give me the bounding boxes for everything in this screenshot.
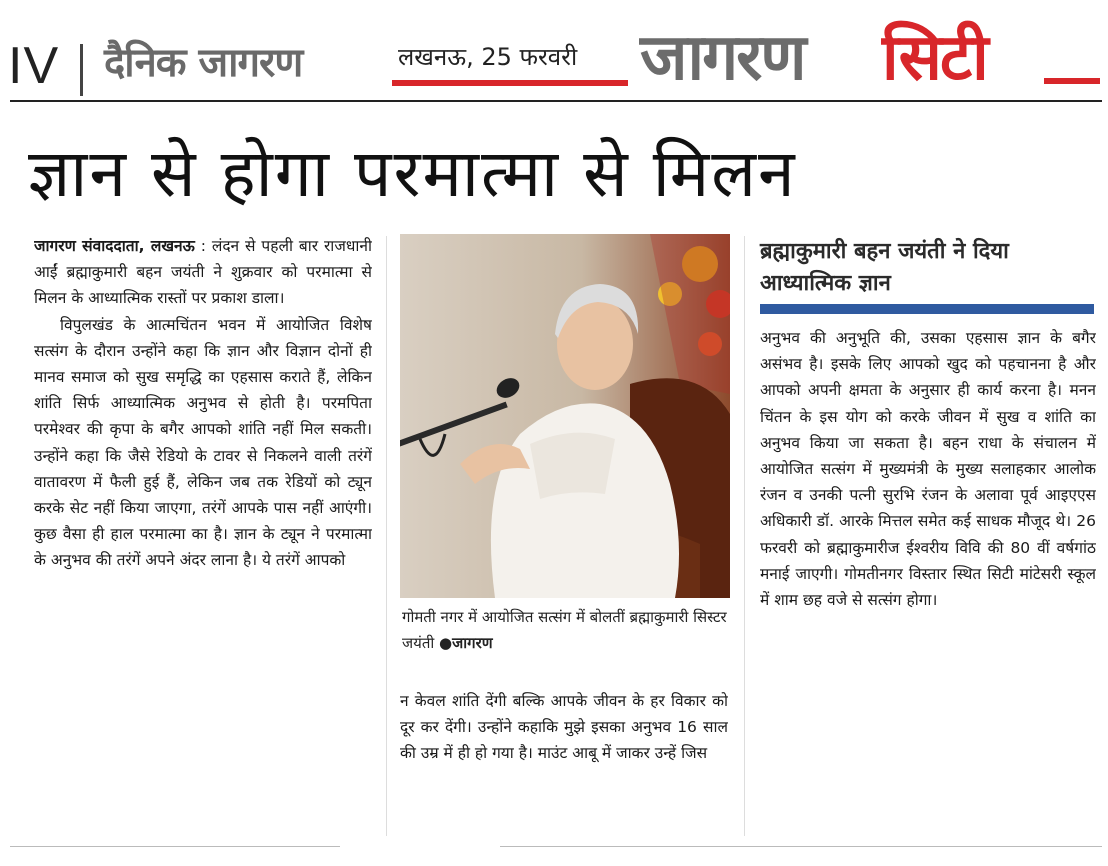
sidebar-rule <box>760 304 1094 314</box>
bottom-rule <box>500 846 1102 847</box>
sidebar-heading: ब्रह्माकुमारी बहन जयंती ने दिया आध्यात्मिक ज्ञान <box>760 239 1009 296</box>
bottom-rule <box>10 846 340 847</box>
masthead-rule <box>10 100 1102 102</box>
speaker-photo-illustration <box>400 234 730 598</box>
photo-credit: ●जागरण <box>439 634 493 652</box>
column-separator <box>386 236 387 836</box>
caption-text: गोमती नगर में आयोजित सत्संग में बोलतीं ब्रह्माकुमारी सिस्टर जयंती <box>402 608 727 652</box>
article-lead-paragraph <box>34 233 372 312</box>
masthead-divider <box>80 44 83 96</box>
lead-text: : लंदन से पहली बार राजधानी आईं ब्रह्माकुमारी बहन जयंती ने शुक्रवार को परमात्मा से मिलन के आध्यात्मिक रास्तों पर प्रकाश डाला। <box>34 237 372 308</box>
dateline: लखनऊ, 25 फरवरी <box>398 43 578 71</box>
section-title-red: सिटी <box>882 21 987 95</box>
byline: जागरण संवाददाता, लखनऊ <box>34 237 195 255</box>
article-photo <box>400 234 730 598</box>
section-title-dash <box>1044 78 1100 84</box>
article-paragraph: न केवल शांति देंगी बल्कि आपके जीवन के हर विकार को दूर कर देंगी। उन्होंने कहाकि मुझे इसका अनुभव 16 साल की उम्र में ही हो गया है। माउंट आबू में जाकर उन्हें जिस <box>400 692 728 763</box>
article-column-2 <box>400 688 728 838</box>
page-number: IV <box>8 37 60 95</box>
photo-caption <box>402 604 728 656</box>
newspaper-name: दैनिक जागरण <box>104 40 303 86</box>
sidebar-paragraph: अनुभव की अनुभूति की, उसका एहसास ज्ञान के बगैर असंभव है। इसके लिए आपको खुद को पहचानना है और आपको अपनी क्षमता के अनुसार ही कार्य करना है। मनन चिंतन के इस योग को करके जीवन में सुख व शांति का अनुभव किया जा सकता है। बहन राधा के संचालन में आयोजित सत्संग में मुख्यमंत्री के मुख्य सलाहकार आलोक रंजन व उनकी पत्नी सुरभि रंजन के अलावा पूर्व आइएएस अधिकारी डॉ. आरके मित्तल समेत कई साधक मौजूद थे। 26 फरवरी को ब्रह्माकुमारीज ईश्वरीय विवि की 80 वीं वर्षगांठ मनाई जाएगी। गोमतीनगर विस्तार स्थित सिटी मांटेसरी स्कूल में शाम छह वजे से सत्संग होगा। <box>760 329 1096 610</box>
dateline-rule <box>392 80 628 86</box>
column-separator <box>744 236 745 836</box>
article-column-1 <box>34 233 372 838</box>
section-title-grey: जागरण <box>640 21 805 95</box>
article-headline: ज्ञान से होगा परमात्मा से मिलन <box>28 135 797 212</box>
article-paragraph: विपुलखंड के आत्मचिंतन भवन में आयोजित विशेष सत्संग के दौरान उन्होंने कहा कि ज्ञान और विज्ञान दोनों ही मानव समाज को सुख समृद्धि का एहसास कराते हैं, लेकिन शांति सिर्फ आध्यात्मिक अनुभव से होती है। परमपिता परमेश्वर की कृपा के बगैर आपको शांति नहीं मिल सकती। उन्होंने कहा कि जैसे रेडियो के टावर से निकलने वाली तरंगें वातावरण में फैली हुई हैं, लेकिन जब तक रेडियों को ट्यून करके सेट नहीं किया जाएगा, तरंगें आपके पास नहीं आएंगी। कुछ वैसा ही हाल परमात्मा का है। ज्ञान के ट्यून ने परमात्मा के अनुभव की तरंगें अपने अंदर लाना है। ये तरंगें आपको <box>34 315 372 570</box>
article-column-3 <box>760 325 1096 838</box>
